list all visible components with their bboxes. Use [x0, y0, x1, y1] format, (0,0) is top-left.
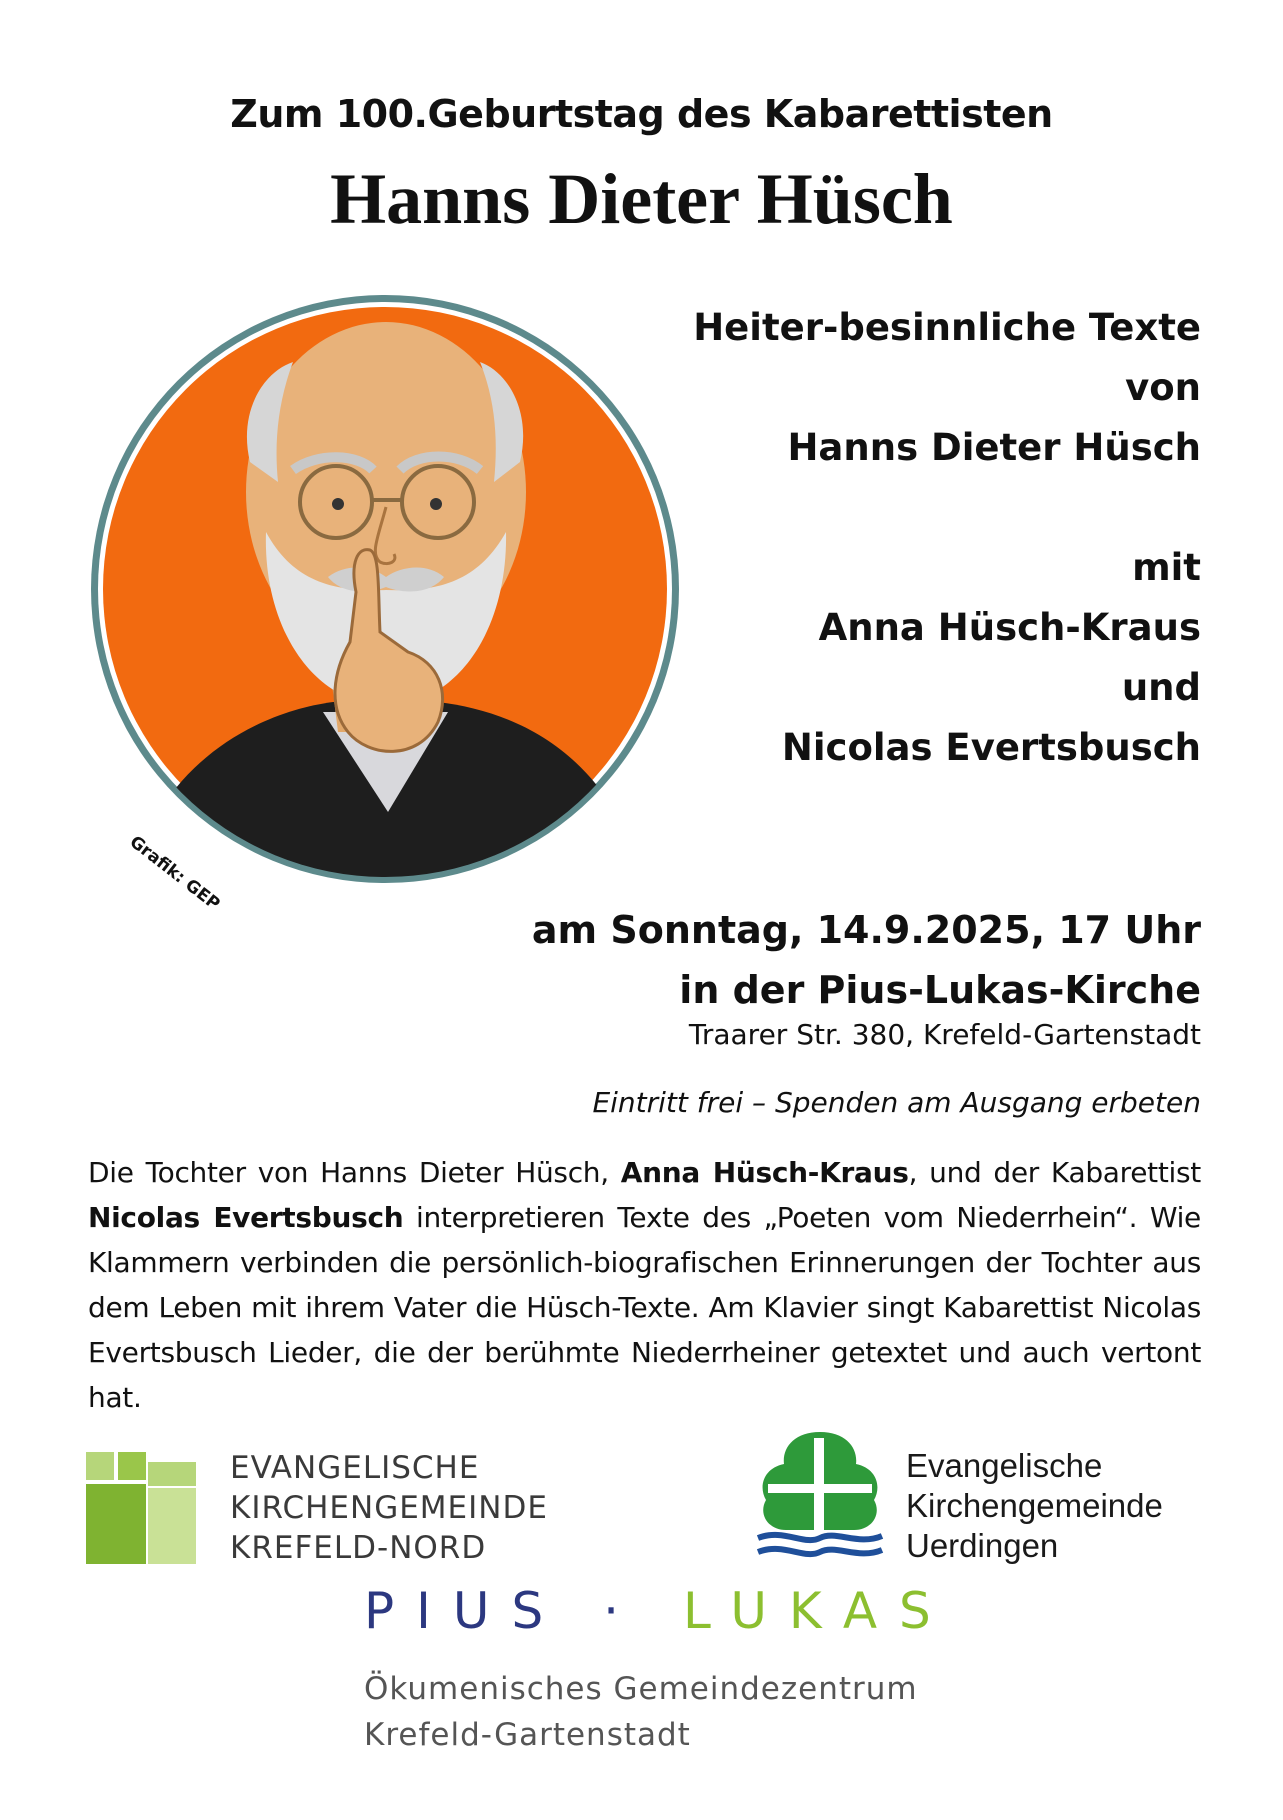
krefeld-nord-logo-icon: [86, 1452, 198, 1564]
description-paragraph: [88, 1150, 1201, 1420]
program-line: von: [1125, 366, 1201, 409]
performers-line: und: [1121, 666, 1201, 709]
logo-text-line: Krefeld-Gartenstadt: [364, 1717, 691, 1753]
logo-text-line: Kirchengemeinde: [906, 1487, 1163, 1524]
lukas-label: LUKAS: [682, 1582, 953, 1640]
program-line: Heiter-besinnliche Texte: [693, 306, 1201, 349]
logo-text-line: Uerdingen: [906, 1527, 1059, 1564]
performers-line: Nicolas Evertsbusch: [781, 726, 1201, 769]
event-details: [301, 900, 1201, 1020]
logo-text-line: Ökumenisches Gemeindezentrum: [364, 1671, 918, 1707]
logo-text-line: KIRCHENGEMEINDE: [230, 1490, 548, 1526]
description-text: interpretieren Texte des „Poeten vom Niederrhein“. Wie Klammern verbinden die persönlich-biografischen Erinnerungen der Tochter aus dem Leben mit ihrem Vater die Hüsch-Texte. Am Klavier singt Kabarettist Nicolas Evertsbusch Lieder, die der berühmte Niederrheiner getextet und auch vertont hat.: [88, 1201, 1201, 1414]
logo-dot: ·: [603, 1582, 646, 1640]
image-credit: Grafik: GEP: [125, 832, 224, 915]
uerdingen-logo-icon: [754, 1428, 886, 1560]
program-block: [501, 298, 1201, 778]
logo-text-line: EVANGELISCHE: [230, 1450, 480, 1486]
uerdingen-logo-text: [906, 1446, 1163, 1566]
description-name: Anna Hüsch-Kraus: [620, 1156, 909, 1189]
krefeld-nord-logo-text: [230, 1448, 548, 1568]
program-line: Hanns Dieter Hüsch: [787, 426, 1201, 469]
event-subtitle: Zum 100.Geburtstag des Kabarettisten: [230, 92, 1053, 136]
oekumene-text: [364, 1666, 918, 1758]
description-name: Nicolas Evertsbusch: [88, 1201, 404, 1234]
event-address: Traarer Str. 380, Krefeld-Gartenstadt: [688, 1018, 1201, 1051]
description-text: , und der Kabarettist: [908, 1156, 1201, 1189]
performers-line: mit: [1132, 546, 1201, 589]
logo-text-line: KREFELD-NORD: [230, 1530, 487, 1566]
performers-line: Anna Hüsch-Kraus: [818, 606, 1201, 649]
event-title: Hanns Dieter Hüsch: [330, 159, 953, 239]
description-text: Die Tochter von Hanns Dieter Hüsch,: [88, 1156, 621, 1189]
pius-label: PIUS: [364, 1582, 566, 1640]
entry-note: Eintritt frei – Spenden am Ausgang erbeten: [592, 1086, 1201, 1119]
event-date: am Sonntag, 14.9.2025, 17 Uhr: [531, 908, 1201, 952]
logo-text-line: Evangelische: [906, 1447, 1103, 1484]
pius-lukas-logo: [364, 1582, 953, 1640]
event-location: in der Pius-Lukas-Kirche: [679, 968, 1201, 1012]
